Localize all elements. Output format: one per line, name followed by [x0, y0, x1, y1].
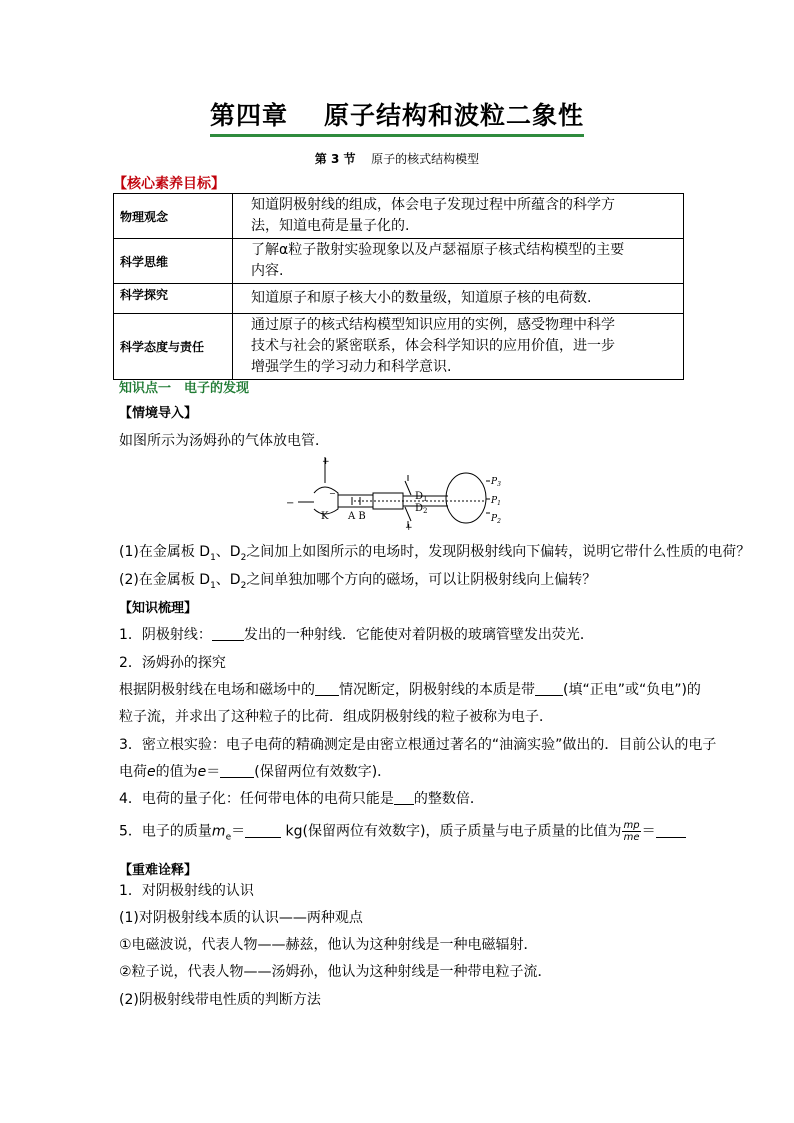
review-item-4: 3．密立根实验：电子电荷的精确测定是由密立根通过著名的“油滴实验”做出的．目前公认的电子: [119, 737, 717, 753]
fill-blank[interactable]: [315, 681, 339, 696]
review-item-5: 4．电荷的量子化：任何带电体的电荷只能是 的整数倍．: [119, 791, 484, 807]
section-name: 原子的核式结构模型: [371, 152, 480, 166]
goal-line: 内容.: [251, 263, 284, 279]
difficulty-item-3: ①电磁波说，代表人物——赫兹，他认为这种射线是一种电磁辐射．: [119, 937, 538, 953]
goal-line: 通过原子的核式结构模型知识应用的实例，感受物理中科学: [251, 317, 615, 333]
difficulty-item-1: 1．对阴极射线的认识: [119, 883, 254, 899]
fill-blank[interactable]: [394, 790, 414, 805]
knowledge-point-title: 知识点一 电子的发现: [119, 381, 250, 396]
question-1: (1)在金属板 $D_1$、$D_2$之间加上如图所示的电场时，发现阴极射线向下偏转，说明它带什么性质的电荷？: [119, 544, 751, 563]
goal-line: 了解α粒子散射实验现象以及卢瑟福原子核式结构模型的主要: [251, 242, 625, 258]
core-goals-table: [113, 193, 684, 380]
goal-line: 法，知道电荷是量子化的.: [251, 218, 410, 234]
section-number: 第 3 节: [314, 152, 356, 166]
goal-row: [114, 314, 684, 380]
fill-blank[interactable]: [535, 681, 563, 696]
review-item-3-cont: 粒子流，并求出了这种粒子的比荷．组成阴极射线的粒子被称为电子．: [119, 709, 553, 725]
review-item-1: 1．阴极射线： 发出的一种射线．它能使对着阴极的玻璃管壁发出荧光．: [119, 627, 594, 643]
difficulty-tag: 【重难诠释】: [119, 863, 198, 878]
chapter-name: 原子结构和波粒二象性: [324, 101, 585, 130]
review-item-4-cont: 电荷e的值为e＝ (保留两位有效数字)．: [119, 764, 392, 780]
goal-row: [114, 239, 684, 284]
label-plus-top: +: [322, 457, 330, 467]
goal-line: 知道阴极射线的组成，体会电子发现过程中所蕴含的科学方: [251, 197, 615, 213]
goal-key: 物理观念: [114, 194, 233, 239]
fill-blank[interactable]: [220, 763, 254, 778]
goal-row: [114, 194, 684, 239]
gas-discharge-tube-diagram: [278, 453, 518, 531]
fill-blank[interactable]: [656, 823, 686, 838]
section-title: [0, 150, 794, 167]
goal-row: [114, 284, 684, 314]
goal-key: 科学探究: [114, 284, 233, 314]
label-D1: $D_1$: [415, 491, 428, 503]
goal-line: 知道原子和原子核大小的数量级，知道原子核的电荷数.: [251, 290, 592, 306]
label-P1: $P_1$: [491, 496, 501, 507]
difficulty-item-2: (1)对阴极射线本质的认识——两种观点: [119, 910, 363, 926]
goal-value: [233, 239, 684, 284]
label-P3: $P_3$: [491, 477, 501, 488]
review-item-6: 5．电子的质量$m_e= kg$(保留两位有效数字)，质子质量与电子质量的比值为 $\frac{mp}{me}$ ＝: [119, 820, 686, 843]
review-item-2: 2．汤姆孙的探究: [119, 655, 226, 671]
chapter-number: 第四章: [209, 101, 288, 130]
label-plus-bottom: +: [405, 523, 413, 531]
label-D2: $D_2$: [415, 503, 428, 515]
goal-value: [233, 194, 684, 239]
label-cathode-K: K: [321, 511, 329, 522]
review-tag: 【知识梳理】: [119, 601, 198, 616]
goal-key: 科学思维: [114, 239, 233, 284]
fill-blank[interactable]: [245, 823, 281, 838]
chapter-title: [0, 96, 794, 137]
intro-tag: 【情境导入】: [119, 406, 198, 421]
goal-key: 科学态度与责任: [114, 314, 233, 380]
goal-value: [233, 284, 684, 314]
mass-ratio-fraction: $\frac{mp}{me}$: [623, 820, 640, 843]
difficulty-item-4: ②粒子说，代表人物——汤姆孙，他认为这种射线是一种带电粒子流．: [119, 964, 552, 980]
fill-blank[interactable]: [212, 626, 244, 641]
label-minus-mid: −: [329, 489, 336, 498]
intro-text: 如图所示为汤姆孙的气体放电管．: [119, 433, 329, 449]
label-minus-left: −: [286, 498, 295, 509]
question-2: (2)在金属板 $D_1$、$D_2$之间单独加哪个方向的磁场，可以让阴极射线向上偏转？: [119, 572, 597, 591]
difficulty-item-5: (2)阴极射线带电性质的判断方法: [119, 992, 321, 1008]
core-goals-tag: 【核心素养目标】: [113, 176, 225, 192]
review-item-3: 根据阴极射线在电场和磁场中的 情况断定，阴极射线的本质是带 (填“正电”或“负电”)的: [119, 682, 701, 698]
goal-line: 增强学生的学习动力和科学意识.: [251, 359, 452, 375]
label-P2: $P_2$: [491, 514, 501, 525]
goal-line: 技术与社会的紧密联系，体会科学知识的应用价值，进一步: [251, 338, 615, 354]
goal-value: [233, 314, 684, 380]
label-anode-AB: A B: [348, 511, 366, 522]
